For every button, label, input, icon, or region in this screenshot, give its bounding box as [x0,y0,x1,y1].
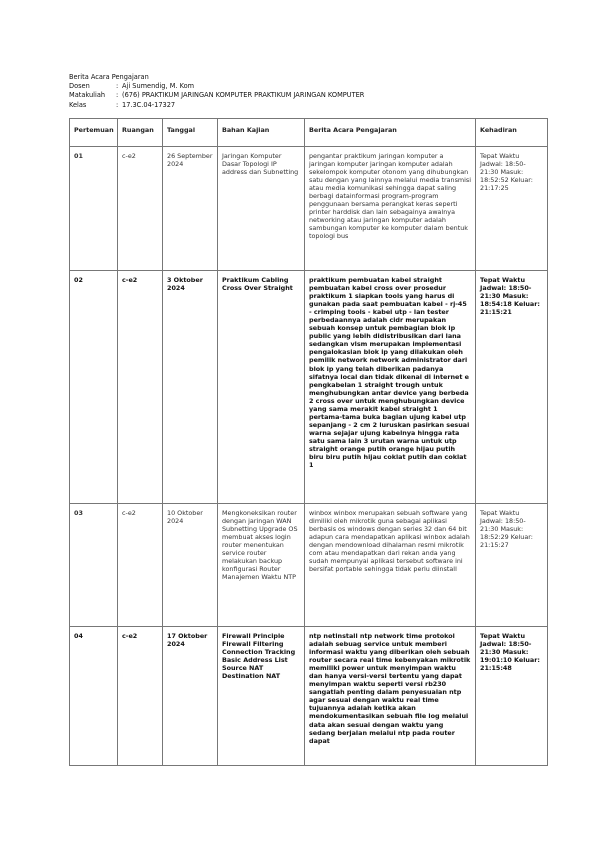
matkul-label: Matakuliah [69,91,106,100]
cell-tanggal: 10 Oktober 2024 [163,504,218,627]
matkul-row [69,91,364,100]
column-header-kehadiran: Kehadiran [476,119,548,147]
column-header-ruangan: Ruangan [118,119,163,147]
cell-tanggal: 17 Oktober 2024 [163,627,218,766]
cell-kehadiran: Tepat Waktu Jadwal: 18:50-21:30 Masuk: 18:52:29 Keluar: 21:15:27 [476,504,548,627]
cell-ruangan: c-e2 [118,147,163,271]
teaching-log-table [69,118,548,766]
dosen-label: Dosen [69,82,90,91]
document-title-row [69,73,364,82]
cell-bahan-kajian: Praktikum Cabling Cross Over Straight [218,271,305,504]
cell-tanggal: 26 September 2024 [163,147,218,271]
table-header-row [70,119,548,147]
table-row [70,147,548,271]
cell-bahan-kajian: Firewall Principle Firewall Filtering Connection Tracking Basic Address List Source NAT Destination NAT [218,627,305,766]
cell-bahan-kajian: Mengkoneksikan router dengan jaringan WAN Subnetting Upgrade OS membuat akses login router menentukan service router melakukan backup konfigurasi Router Manajemen Waktu NTP [218,504,305,627]
cell-bahan-kajian: Jaringan Komputer Dasar Topologi IP address dan Subnetting [218,147,305,271]
column-header-tanggal: Tanggal [163,119,218,147]
document-title: Berita Acara Pengajaran [69,73,149,81]
cell-kehadiran: Tepat Waktu Jadwal: 18:50-21:30 Masuk: 18:54:18 Keluar: 21:15:21 [476,271,548,504]
column-header-bahan-kajian: Bahan Kajian [218,119,305,147]
document-header [69,73,364,110]
cell-ruangan: c-e2 [118,504,163,627]
cell-berita-acara: ntp netinstall ntp network time protokol adalah sebuag service untuk memberi informasi waktu yang diberikan oleh sebuah router secara real time kebenyakan mikrotik memiliki power untuk menyimpan waktu dan hanya versi-versi tertentu yang dapat menyimpan waktu seperti versi rb230 sangatlah penting dalam penyesuaian ntp agar sesuai dengan waktu real time tujuannya adalah ketika akan mendokumentasikan sebuah file log melalui data akan sesuai dengan waktu yang sedang berjalan melalui ntp pada router dapat [305,627,476,766]
cell-berita-acara: winbox winbox merupakan sebuah software yang dimiliki oleh mikrotik guna sebagai aplikasi berbasis os windows dengan series 32 dan 64 bit adapun cara mendapatkan aplikasi winbox adalah dengan mendownload dihalaman resmi mikrotik com atau mendapatkan dari rekan anda yang sudah mempunyai aplikasi tersebut software ini bersifat portable sehingga tidak perlu diinstall [305,504,476,627]
matkul-value: (676) PRAKTIKUM JARINGAN KOMPUTER PRAKTIKUM JARINGAN KOMPUTER [122,91,365,100]
cell-pertemuan: 04 [70,627,118,766]
dosen-separator: : [116,82,119,91]
column-header-berita-acara: Berita Acara Pengajaran [305,119,476,147]
cell-pertemuan: 01 [70,147,118,271]
cell-berita-acara: praktikum pembuatan kabel straight pembuatan kabel cross over prosedur praktikum 1 siapkan tools yang harus di gunakan pada saat pembuatan kabel - rj-45 - crimping tools - kabel utp - lan tester perbedaannya adalah cidr merupakan sebuah konsep untuk pembagian blok ip public yang lebih didistribusikan dari lana sedangkan vlsm merupakan implementasi pengalokasian blok ip yang dilakukan oleh pemilik network network administrator dari blok ip yang telah diberikan padanya sifatnya local dan tidak dikenal di internet e pengkabelan 1 straight trough untuk menghubungkan antar device yang berbeda 2 cross over untuk menghubungkan device yang sama merakit kabel straight 1 pertama-tama buka bagian ujung kabel utp sepanjang - 2 cm 2 luruskan pasirkan sesuai warna sejajar ujung kabelnya hingga rata satu sama lain 3 urutan warna untuk utp straight orange putih orange hijau putih biru biru putih hijau coklat putih dan coklat 1 [305,271,476,504]
table-row [70,271,548,504]
cell-tanggal: 3 Oktober 2024 [163,271,218,504]
cell-pertemuan: 03 [70,504,118,627]
dosen-row [69,82,364,91]
cell-kehadiran: Tepat Waktu Jadwal: 18:50-21:30 Masuk: 19:01:10 Keluar: 21:15:48 [476,627,548,766]
matkul-separator: : [116,91,119,100]
cell-ruangan: c-e2 [118,627,163,766]
cell-ruangan: c-e2 [118,271,163,504]
column-header-pertemuan: Pertemuan [70,119,118,147]
kelas-row [69,101,364,110]
kelas-separator: : [116,100,119,109]
table-row [70,504,548,627]
kelas-label: Kelas [69,100,87,109]
table-row [70,627,548,766]
cell-kehadiran: Tepat Waktu Jadwal: 18:50-21:30 Masuk: 18:52:52 Keluar: 21:17:25 [476,147,548,271]
kelas-value: 17.3C.04-17327 [122,100,176,109]
dosen-value: Aji Sumendig, M. Kom [122,82,195,91]
cell-berita-acara: pengantar praktikum jaringan komputer a jaringan komputer jaringan komputer adalah sekelompok komputer otonom yang dihubungkan satu dengan yang lainnya melalui media transmisi atau media komunikasi sehingga dapat saling berbagi datainformasi program-program penggunaan bersama perangkat keras seperti printer harddisk dan lain sebagainya awalnya networking atau jaringan komputer adalah sambungan komputer ke komputer dalam bentuk topologi bus [305,147,476,271]
cell-pertemuan: 02 [70,271,118,504]
